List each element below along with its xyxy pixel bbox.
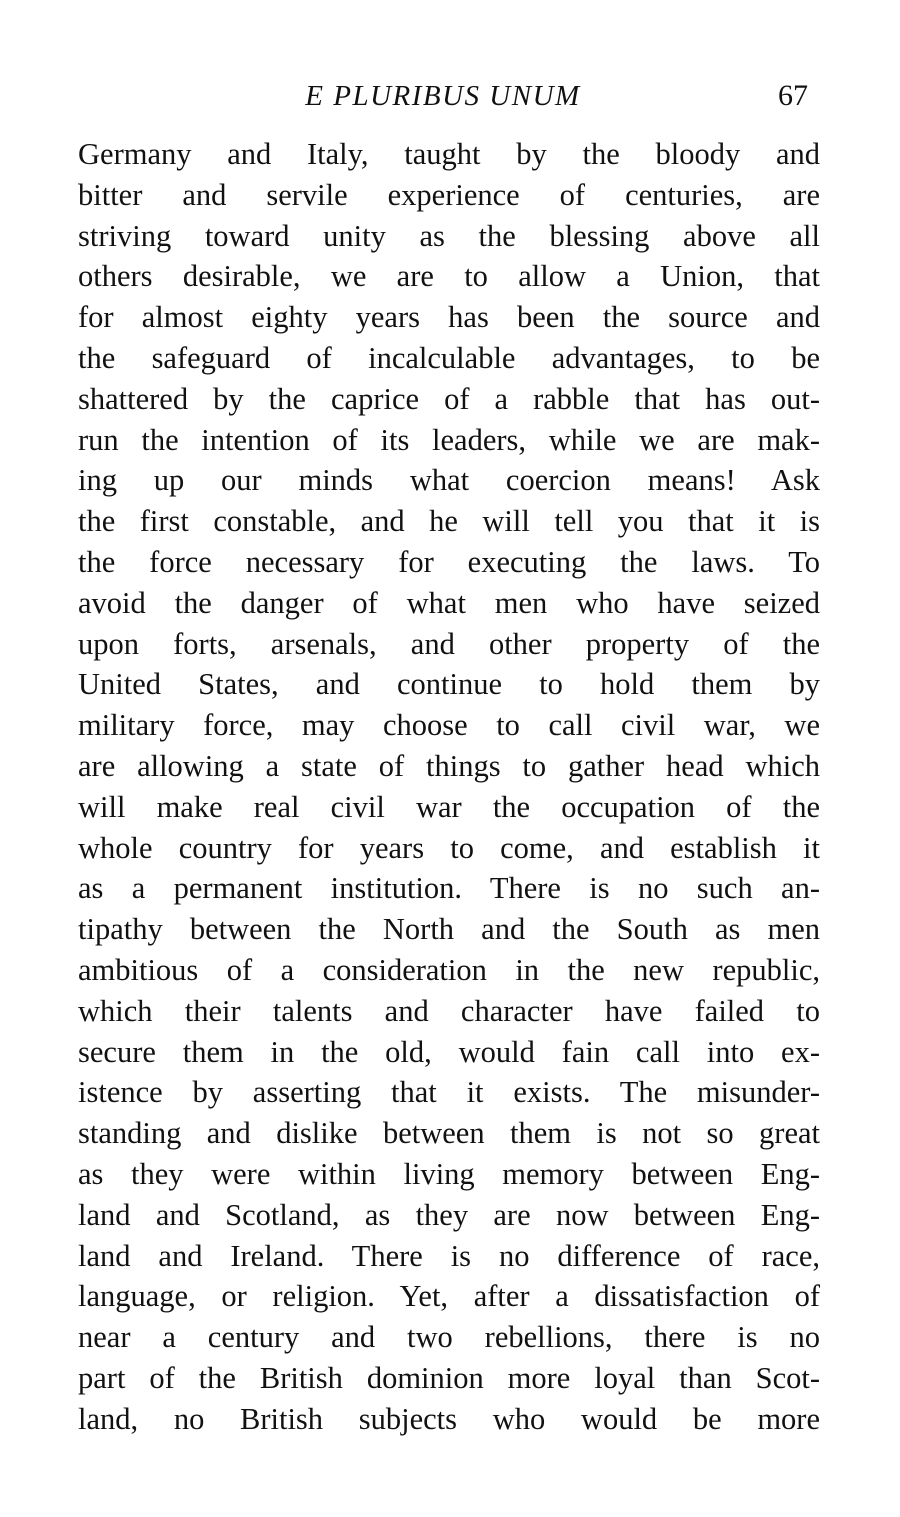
text-line: near a century and two rebellions, there is no [78, 1320, 820, 1355]
text-line: land, no British subjects who would be more [78, 1401, 820, 1436]
text-line: whole country for years to come, and establish it [78, 830, 820, 865]
text-line: will make real civil war the occupation of the [78, 789, 820, 824]
text-line: ambitious of a consideration in the new republic, [78, 952, 820, 987]
text-line: upon forts, arsenals, and other property of the [78, 626, 820, 661]
text-line: which their talents and character have failed to [78, 993, 820, 1028]
text-line: ing up our minds what coercion means! Ask [78, 463, 820, 498]
text-line: military force, may choose to call civil war, we [78, 708, 820, 743]
body-text [78, 134, 820, 1440]
text-line: land and Scotland, as they are now between Eng- [78, 1197, 820, 1232]
text-line: the safeguard of incalculable advantages, to be [78, 340, 820, 375]
text-line: the force necessary for executing the laws. To [78, 544, 820, 579]
text-line: istence by asserting that it exists. The misunder- [78, 1075, 820, 1110]
text-line: for almost eighty years has been the source and [78, 300, 820, 335]
text-line: striving toward unity as the blessing above all [78, 218, 820, 253]
text-line: tipathy between the North and the South as men [78, 912, 820, 947]
text-line: as a permanent institution. There is no such an- [78, 871, 820, 906]
text-line: bitter and servile experience of centuries, are [78, 177, 820, 212]
text-line: avoid the danger of what men who have seized [78, 585, 820, 620]
text-line: United States, and continue to hold them by [78, 667, 820, 702]
text-line: are allowing a state of things to gather head which [78, 748, 820, 783]
text-line: language, or religion. Yet, after a dissatisfaction of [78, 1279, 820, 1314]
text-line: the first constable, and he will tell you that it is [78, 504, 820, 539]
text-line: land and Ireland. There is no difference of race, [78, 1238, 820, 1273]
text-line: run the intention of its leaders, while we are mak- [78, 422, 820, 457]
running-title: E PLURIBUS UNUM [305, 80, 581, 112]
text-line: shattered by the caprice of a rabble that has out- [78, 381, 820, 416]
page-number: 67 [778, 79, 808, 112]
text-line: others desirable, we are to allow a Union, that [78, 259, 820, 294]
text-line: standing and dislike between them is not so great [78, 1116, 820, 1151]
text-line: Germany and Italy, taught by the bloody and [78, 137, 820, 171]
running-head [78, 76, 808, 116]
text-line: secure them in the old, would fain call into ex- [78, 1034, 820, 1069]
text-line: as they were within living memory between Eng- [78, 1156, 820, 1191]
text-line: part of the British dominion more loyal than Scot- [78, 1360, 820, 1395]
